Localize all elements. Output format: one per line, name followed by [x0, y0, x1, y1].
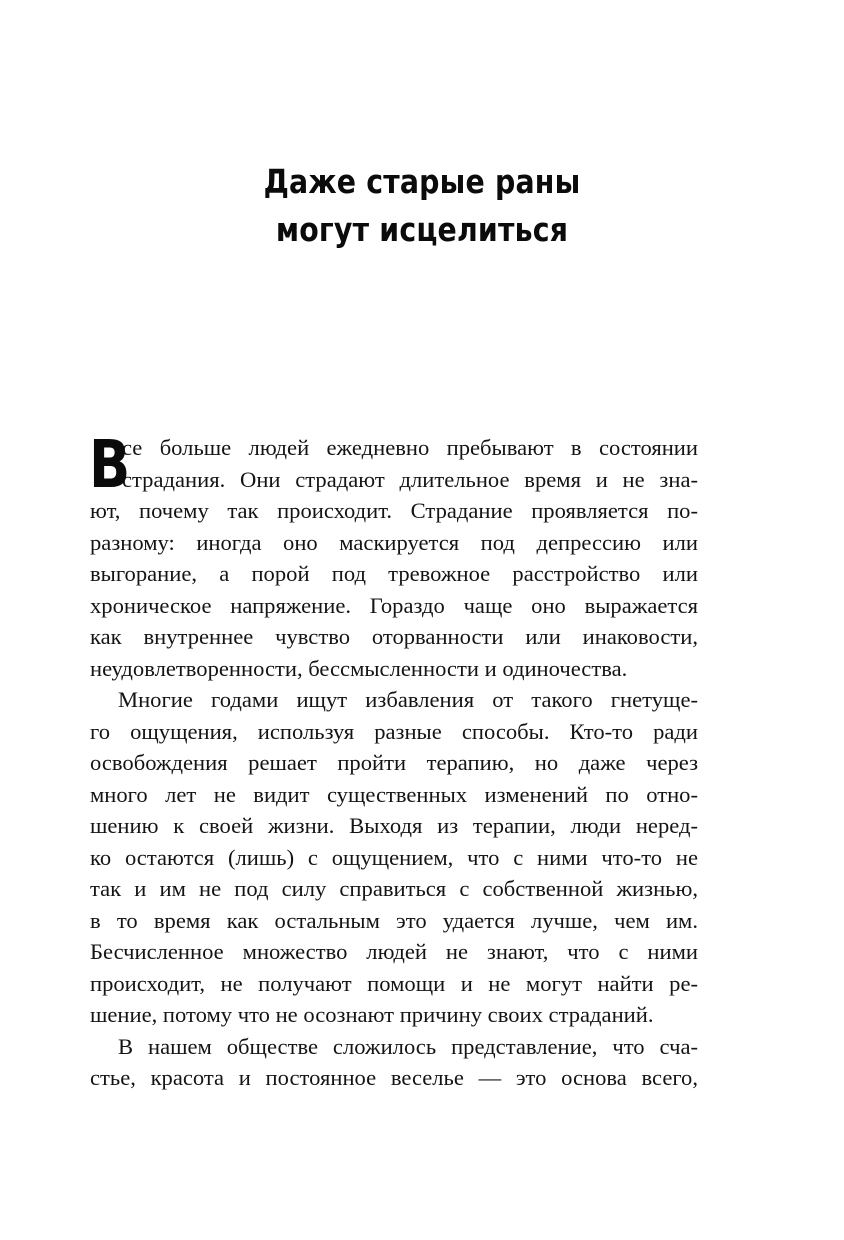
text-line: Многие годами ищут избавления от такого гнетуще- [118, 687, 698, 712]
text-line: выгорание, а порой под тревожное расстройство или [90, 561, 698, 586]
chapter-title-line-1: Даже старые раны [263, 162, 581, 201]
text-line: го ощущения, используя разные способы. Кто-то ради [90, 718, 698, 744]
drop-cap: В [89, 426, 131, 503]
text-line: происходит, не получают помощи и не могут найти ре- [90, 970, 698, 996]
text-line: В нашем обществе сложилось представление, что сча- [118, 1033, 698, 1059]
text-line: стье, красота и постоянное веселье — это основа всего, [90, 1065, 698, 1090]
paragraph-3 [90, 1031, 698, 1094]
text-line: ют, почему так происходит. Страдание проявляется по- [90, 498, 698, 523]
chapter-title [59, 158, 785, 254]
text-line: много лет не видит существенных изменений по отно- [90, 781, 698, 807]
text-line: се больше людей ежедневно пребывают в состоянии [122, 435, 698, 460]
paragraph-1 [89, 426, 698, 684]
text-line: Бесчисленное множество людей не знают, что с ними [90, 939, 698, 964]
text-line: хроническое напряжение. Гораздо чаще оно выражается [90, 592, 698, 618]
text-line: неудовлетворенности, бессмысленности и одиночества. [90, 655, 628, 681]
body-text [89, 426, 698, 1094]
chapter-title-line-2: могут исцелиться [275, 210, 569, 249]
text-line: в то время как остальным это удается лучше, чем им. [90, 907, 698, 933]
text-line: шение, потому что не осознают причину своих страданий. [90, 1002, 654, 1027]
text-line: страдания. Они страдают длительное время и не зна- [122, 466, 698, 492]
paragraph-2 [90, 684, 698, 1031]
text-line: освобождения решает пройти терапию, но даже через [90, 750, 698, 775]
text-line: как внутреннее чувство оторванности или инаковости, [90, 624, 698, 649]
text-line: так и им не под силу справиться с собственной жизнью, [90, 876, 698, 901]
text-line: шению к своей жизни. Выходя из терапии, люди неред- [90, 813, 698, 838]
text-line: разному: иногда оно маскируется под депрессию или [90, 529, 698, 555]
text-line: ко остаются (лишь) с ощущением, что с ними что-то не [90, 844, 698, 870]
